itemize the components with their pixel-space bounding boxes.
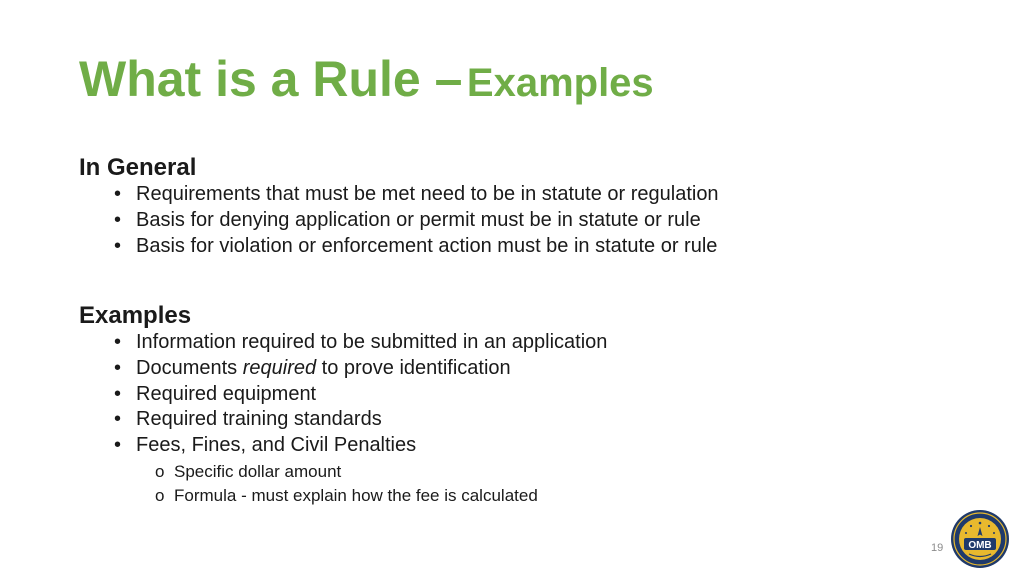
list-item <box>114 330 607 356</box>
bullet-text: Basis for violation or enforcement action must be in statute or rule <box>136 234 718 257</box>
list-item <box>114 208 719 234</box>
in-general-list <box>114 182 719 259</box>
list-item <box>114 407 607 433</box>
page-number: 19 <box>931 542 944 554</box>
logo-text: OMB <box>968 540 992 551</box>
sub-list-item <box>155 484 538 508</box>
list-item <box>114 356 607 382</box>
bullet-text: Fees, Fines, and Civil Penalties <box>136 434 417 457</box>
sub-list-item <box>155 460 538 484</box>
list-item <box>114 433 607 459</box>
bullet-text-before: Documents <box>136 356 243 379</box>
list-item <box>114 182 719 208</box>
examples-list <box>114 330 607 459</box>
sub-bullet-text: Specific dollar amount <box>174 462 342 481</box>
section-heading-in-general: In General <box>79 154 197 181</box>
section-heading-examples: Examples <box>79 302 192 329</box>
title-sub: Examples <box>466 61 654 105</box>
sub-bullet-text: Formula - must explain how the fee is calculated <box>174 485 538 505</box>
bullet-icon: • <box>114 408 122 431</box>
bullet-icon: • <box>114 208 122 231</box>
bullet-text: Required equipment <box>136 382 317 405</box>
bullet-text: Required training standards <box>136 408 382 431</box>
bullet-text: Requirements that must be met need to be in statute or regulation <box>136 183 719 205</box>
bullet-icon: • <box>114 382 122 405</box>
fees-sub-list <box>155 460 538 507</box>
sub-bullet-icon: o <box>155 485 165 505</box>
list-item <box>114 234 719 260</box>
bullet-text: Information required to be submitted in an application <box>136 331 608 353</box>
bullet-icon: • <box>114 331 122 353</box>
slide-title <box>79 51 654 107</box>
bullet-icon: • <box>114 234 122 257</box>
bullet-icon: • <box>114 356 122 379</box>
bullet-icon: • <box>114 434 122 457</box>
omb-seal-icon <box>950 509 1010 569</box>
bullet-icon: • <box>114 183 122 205</box>
title-main: What is a Rule – <box>79 51 463 107</box>
bullet-text-italic: required <box>242 356 317 379</box>
list-item <box>114 382 607 408</box>
bullet-text: Basis for denying application or permit must be in statute or rule <box>136 208 701 231</box>
sub-bullet-icon: o <box>155 462 165 481</box>
bullet-text-after: to prove identification <box>316 356 511 379</box>
